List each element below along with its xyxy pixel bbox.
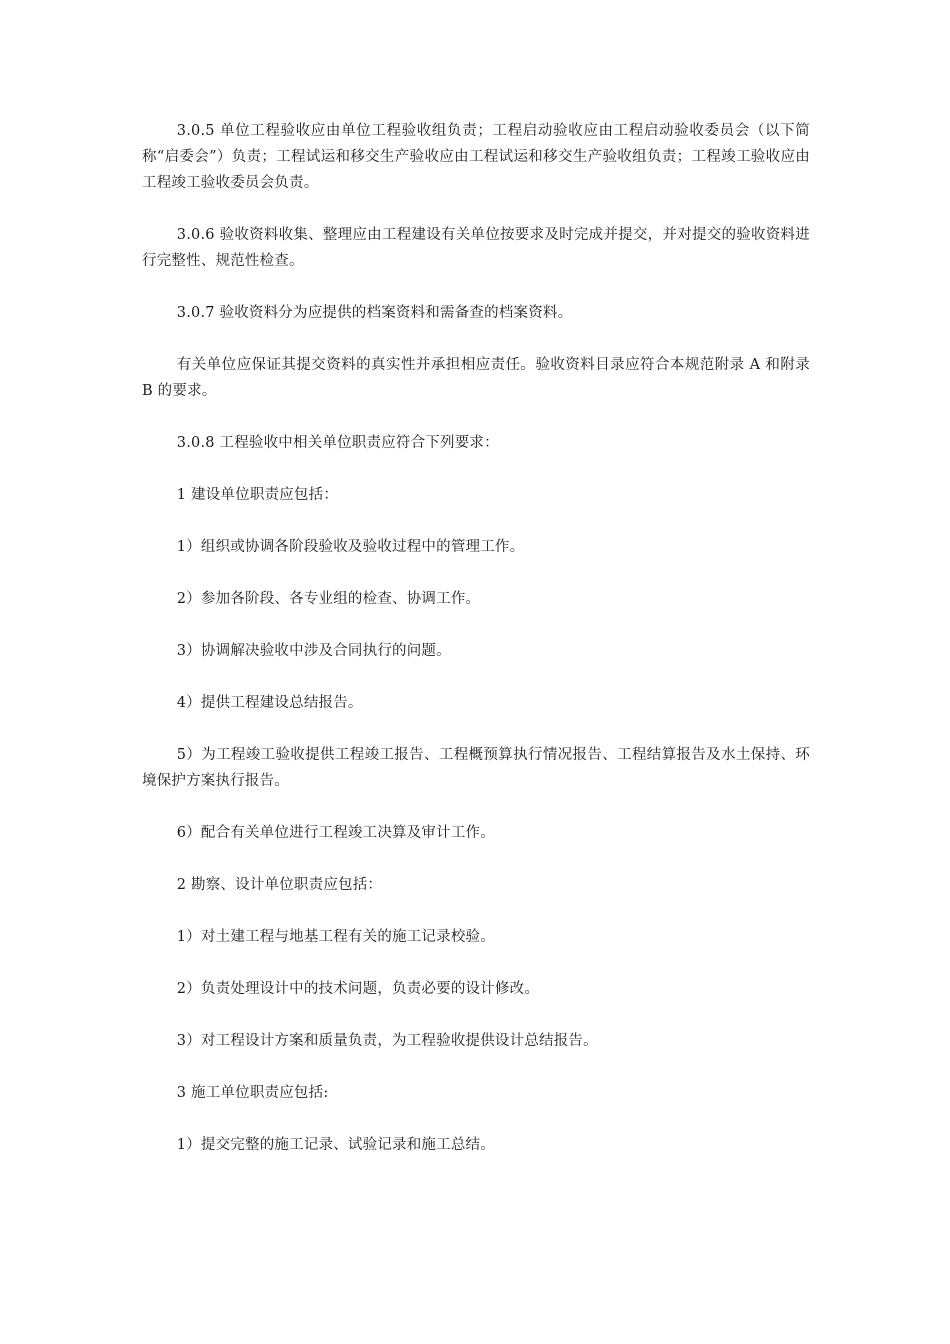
list-item: 3）协调解决验收中涉及合同执行的问题。 xyxy=(176,643,451,659)
list-item: 1）提交完整的施工记录、试验记录和施工总结。 xyxy=(176,1137,495,1153)
list-item: 6）配合有关单位进行工程竣工决算及审计工作。 xyxy=(176,825,495,841)
document-body xyxy=(142,118,810,1184)
clause-3-0-8: 3.0.8 工程验收中相关单位职责应符合下列要求： xyxy=(176,435,499,451)
section-2-heading: 2 勘察、设计单位职责应包括： xyxy=(176,877,383,893)
list-item: 1）组织或协调各阶段验收及验收过程中的管理工作。 xyxy=(176,539,525,555)
list-item: 2）参加各阶段、各专业组的检查、协调工作。 xyxy=(176,591,481,607)
list-item: 3）对工程设计方案和质量负责，为工程验收提供设计总结报告。 xyxy=(176,1033,598,1049)
list-item: 4）提供工程建设总结报告。 xyxy=(176,695,363,711)
clause-3-0-7: 3.0.7 验收资料分为应提供的档案资料和需备查的档案资料。 xyxy=(176,305,573,321)
section-3-heading: 3 施工单位职责应包括: xyxy=(176,1085,329,1101)
list-item: 5）为工程竣工验收提供工程竣工报告、工程概预算执行情况报告、工程结算报告及水土保持、环境保护方案执行报告。 xyxy=(142,747,810,789)
list-item: 1）对土建工程与地基工程有关的施工记录校验。 xyxy=(176,929,495,945)
clause-3-0-6: 3.0.6 验收资料收集、整理应由工程建设有关单位按要求及时完成并提交，并对提交的验收资料进行完整性、规范性检查。 xyxy=(142,227,810,269)
list-item: 2）负责处理设计中的技术问题，负责必要的设计修改。 xyxy=(176,981,540,997)
section-1-heading: 1 建设单位职责应包括： xyxy=(176,487,339,503)
clause-3-0-7-note: 有关单位应保证其提交资料的真实性并承担相应责任。验收资料目录应符合本规范附录 A 和附录 B 的要求。 xyxy=(142,357,810,399)
clause-3-0-5: 3.0.5 单位工程验收应由单位工程验收组负责；工程启动验收应由工程启动验收委员会（以下简称“启委会”）负责；工程试运和移交生产验收应由工程试运和移交生产验收组负责；工程竣工验收应由工程竣工验收委员会负责。 xyxy=(142,123,810,191)
